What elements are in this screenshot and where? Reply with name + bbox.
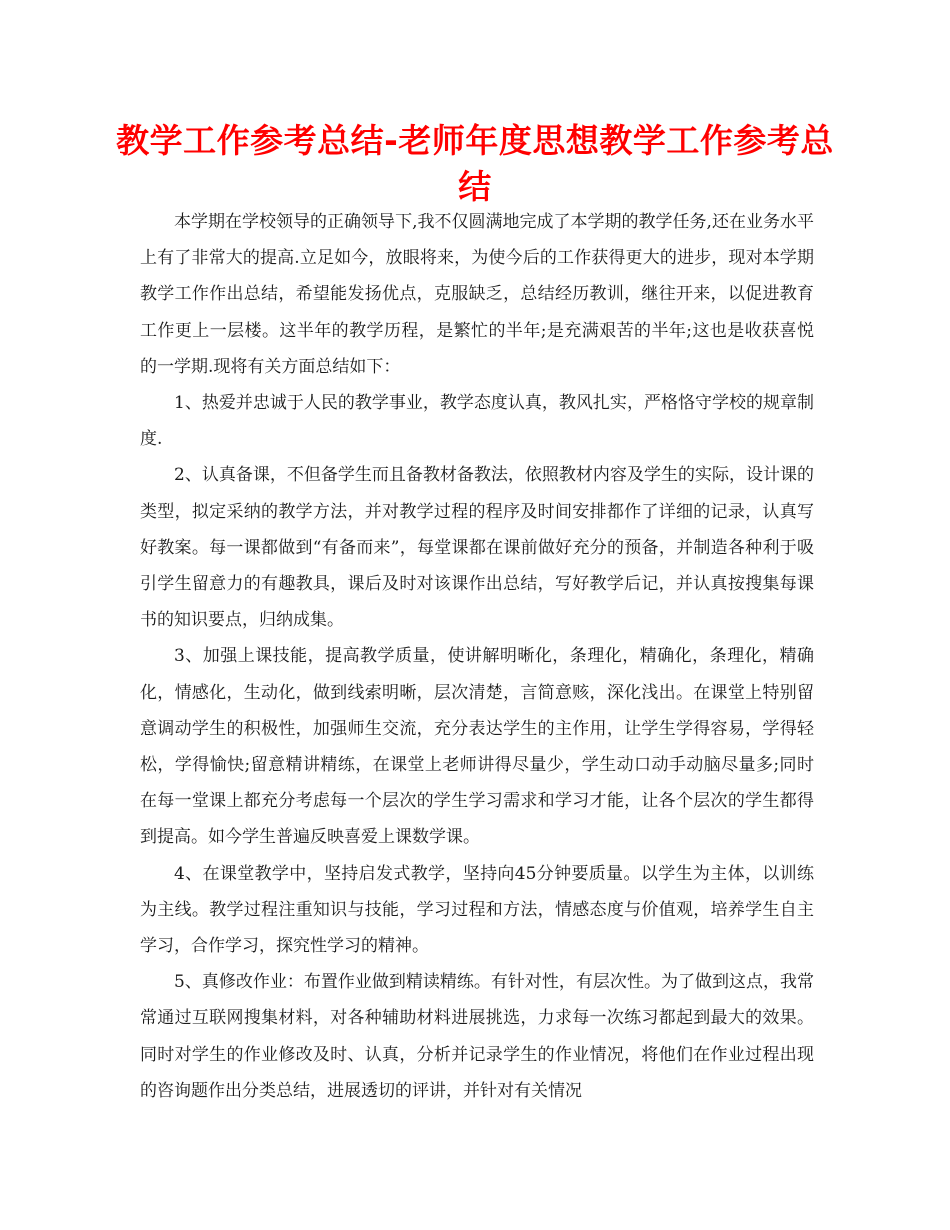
paragraph-item-4: 4、在课堂教学中，坚持启发式教学，坚持向45分钟要质量。以学生为主体，以训练为主线。教学过程注重知识与技能，学习过程和方法，情感态度与价值观，培养学生自主学习，合作学习，探究性学习的精神。 <box>140 863 814 957</box>
document-title: 教学工作参考总结-老师年度思想教学工作参考总结 <box>116 121 834 206</box>
paragraph-item-1: 1、热爱并忠诚于人民的教学事业，教学态度认真，教风扎实，严格恪守学校的规章制度. <box>140 393 814 450</box>
paragraph-intro: 本学期在学校领导的正确领导下,我不仅圆满地完成了本学期的教学任务,还在业务水平上有了非常大的提高.立足如今，放眼将来，为使今后的工作获得更大的进步，现对本学期教学工作作出总结，希望能发扬优点，克服缺乏，总结经历教训，继往开来，以促进教育工作更上一层楼。这半年的教学历程，是繁忙的半年;是充满艰苦的半年;这也是收获喜悦的一学期.现将有关方面总结如下： <box>140 212 814 377</box>
paragraph-item-2: 2、认真备课，不但备学生而且备教材备教法，依照教材内容及学生的实际，设计课的类型，拟定采纳的教学方法，并对教学过程的程序及时间安排都作了详细的记录，认真写好教案。每一课都做到“有备而来”，每堂课都在课前做好充分的预备，并制造各种利于吸引学生留意力的有趣教具，课后及时对该课作出总结，写好教学后记，并认真按搜集每课书的知识要点，归纳成集。 <box>140 465 814 631</box>
document-body <box>140 204 814 1109</box>
paragraph-item-3: 3、加强上课技能，提高教学质量，使讲解明晰化，条理化，精确化，条理化，精确化，情感化，生动化，做到线索明晰，层次清楚，言简意赅，深化浅出。在课堂上特别留意调动学生的积极性，加强师生交流，充分表达学生的主作用，让学生学得容易，学得轻松，学得愉快;留意精讲精练，在课堂上老师讲得尽量少，学生动口动手动脑尽量多;同时在每一堂课上都充分考虑每一个层次的学生学习需求和学习才能，让各个层次的学生都得到提高。如今学生普遍反映喜爱上课数学课。 <box>140 646 814 848</box>
paragraph-item-5: 5、真修改作业：布置作业做到精读精练。有针对性，有层次性。为了做到这点，我常常通过互联网搜集材料，对各种辅助材料进展挑选，力求每一次练习都起到最大的效果。同时对学生的作业修改及时、认真，分析并记录学生的作业情况，将他们在作业过程出现的咨询题作出分类总结，进展透切的评讲，并针对有关情况 <box>140 972 814 1101</box>
